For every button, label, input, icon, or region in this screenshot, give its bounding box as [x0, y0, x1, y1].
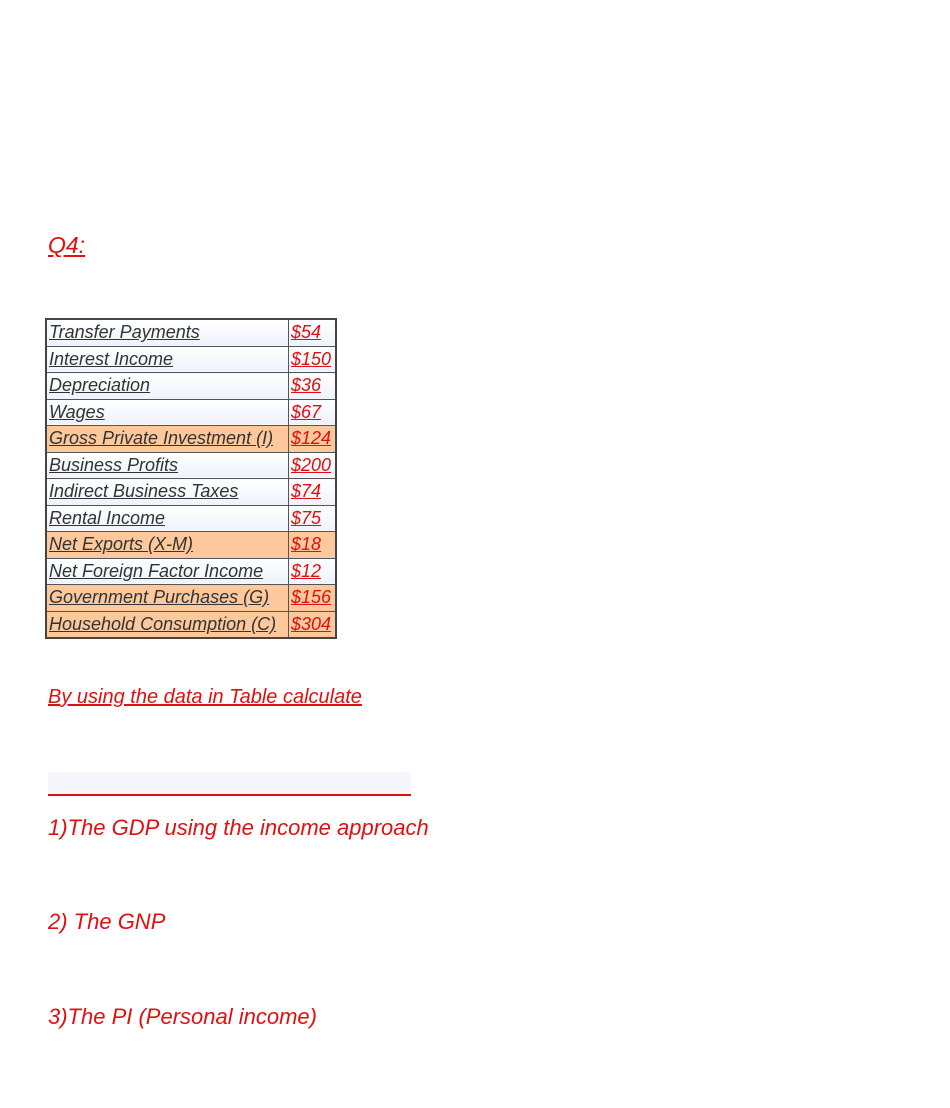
table-row [46, 479, 336, 506]
table-row [46, 611, 336, 638]
instruction-text: By using the data in Table calculate [48, 686, 362, 708]
table-row [46, 452, 336, 479]
question-gdp: 1)The GDP using the income approach [48, 815, 429, 840]
table-row [46, 532, 336, 559]
row-value: $12 [289, 558, 337, 585]
table-row [46, 558, 336, 585]
table-row [46, 426, 336, 453]
table-body [46, 319, 336, 638]
row-item-label: Gross Private Investment (I) [46, 426, 289, 453]
row-item-label: Indirect Business Taxes [46, 479, 289, 506]
row-value: $156 [289, 585, 337, 612]
row-value: $124 [289, 426, 337, 453]
row-item-label: Transfer Payments [46, 319, 289, 346]
row-item-label: Depreciation [46, 373, 289, 400]
table-row [46, 585, 336, 612]
income-data-table [45, 318, 337, 639]
table-row [46, 319, 336, 346]
row-value: $18 [289, 532, 337, 559]
row-item-label: Net Exports (X-M) [46, 532, 289, 559]
row-item-label: Wages [46, 399, 289, 426]
row-value: $74 [289, 479, 337, 506]
answer-line [48, 772, 411, 796]
row-value: $150 [289, 346, 337, 373]
row-item-label: Government Purchases (G) [46, 585, 289, 612]
table-row [46, 346, 336, 373]
row-value: $304 [289, 611, 337, 638]
table-row [46, 373, 336, 400]
question-gnp: 2) The GNP [48, 909, 166, 934]
question-pi: 3)The PI (Personal income) [48, 1004, 317, 1029]
row-value: $54 [289, 319, 337, 346]
table-row [46, 399, 336, 426]
table-row [46, 505, 336, 532]
row-value: $36 [289, 373, 337, 400]
row-value: $200 [289, 452, 337, 479]
row-value: $75 [289, 505, 337, 532]
question-heading: Q4: [48, 232, 86, 258]
row-item-label: Net Foreign Factor Income [46, 558, 289, 585]
row-item-label: Interest Income [46, 346, 289, 373]
row-value: $67 [289, 399, 337, 426]
row-item-label: Rental Income [46, 505, 289, 532]
row-item-label: Business Profits [46, 452, 289, 479]
row-item-label: Household Consumption (C) [46, 611, 289, 638]
